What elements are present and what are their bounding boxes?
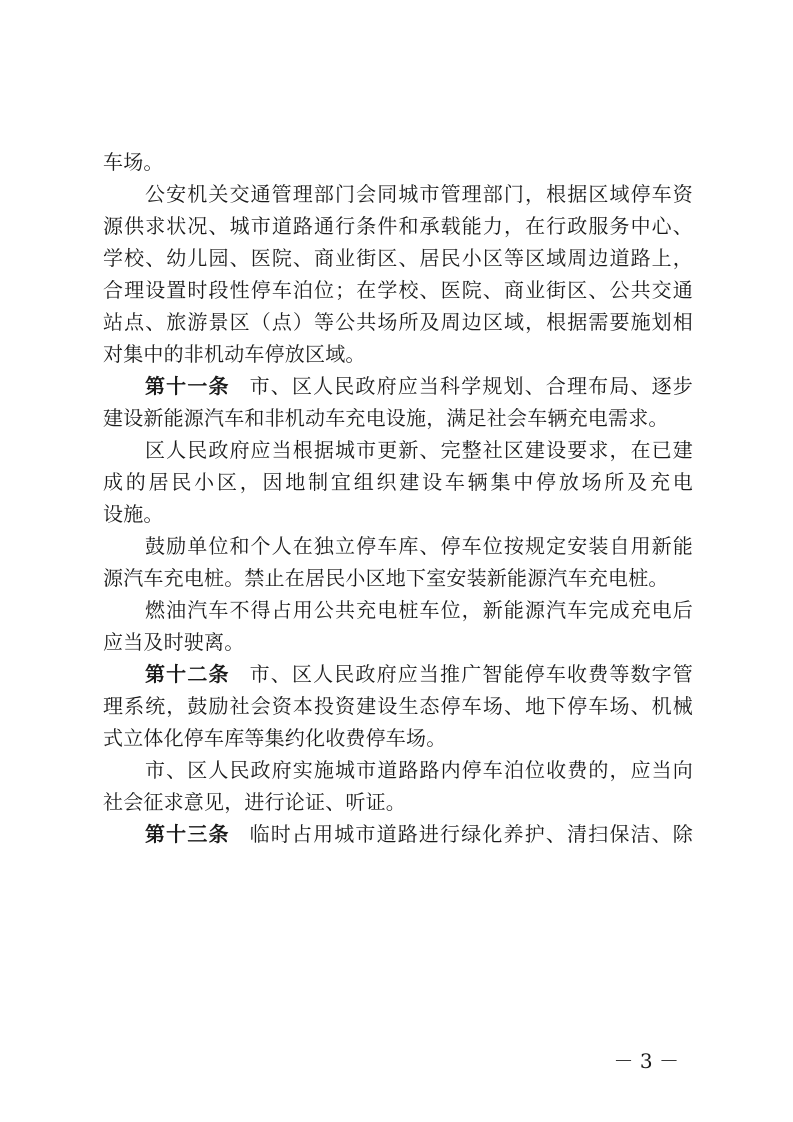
text-line: 燃油汽车不得占用公共充电桩车位，新能源汽车完成充电后 bbox=[145, 598, 693, 622]
article-line bbox=[103, 820, 693, 848]
text-line: 市、区人民政府实施城市道路路内停车泊位收费的，应当向 bbox=[145, 758, 693, 782]
text-line: 合理设置时段性停车泊位；在学校、医院、商业街区、公共交通 bbox=[103, 278, 693, 302]
text-line: 应当及时驶离。 bbox=[103, 630, 245, 654]
text-line: 站点、旅游景区（点）等公共场所及周边区域，根据需要施划相 bbox=[103, 310, 693, 334]
text-line: 社会征求意见，进行论证、听证。 bbox=[103, 790, 406, 814]
text-line: 设施。 bbox=[103, 502, 164, 526]
text-line: 车场。 bbox=[103, 150, 164, 174]
article-line bbox=[103, 372, 693, 400]
article-line bbox=[103, 660, 693, 688]
text-line: 区人民政府应当根据城市更新、完整社区建设要求，在已建 bbox=[145, 438, 693, 462]
article-text: 市、区人民政府应当科学规划、合理布局、逐步 bbox=[249, 374, 693, 398]
article-number: 第十三条 bbox=[145, 822, 230, 846]
article-number: 第十一条 bbox=[145, 374, 230, 398]
text-line: 鼓励单位和个人在独立停车库、停车位按规定安装自用新能 bbox=[145, 534, 693, 558]
document-body bbox=[103, 148, 693, 852]
article-number: 第十二条 bbox=[145, 662, 230, 686]
text-line: 源供求状况、城市道路通行条件和承载能力，在行政服务中心、 bbox=[103, 214, 693, 238]
text-line: 建设新能源汽车和非机动车充电设施，满足社会车辆充电需求。 bbox=[103, 406, 669, 430]
page-number: － 3 － bbox=[613, 1049, 679, 1073]
text-line: 成的居民小区，因地制宜组织建设车辆集中停放场所及充电 bbox=[103, 470, 693, 494]
text-line: 对集中的非机动车停放区域。 bbox=[103, 342, 366, 366]
text-line: 式立体化停车库等集约化收费停车场。 bbox=[103, 726, 447, 750]
text-line: 公安机关交通管理部门会同城市管理部门，根据区域停车资 bbox=[145, 182, 693, 206]
text-line: 学校、幼儿园、医院、商业街区、居民小区等区域周边道路上， bbox=[103, 246, 693, 270]
article-text: 市、区人民政府应当推广智能停车收费等数字管 bbox=[249, 662, 693, 686]
text-line: 理系统，鼓励社会资本投资建设生态停车场、地下停车场、机械 bbox=[103, 694, 693, 718]
article-text: 临时占用城市道路进行绿化养护、清扫保洁、除 bbox=[249, 822, 693, 846]
text-line: 源汽车充电桩。禁止在居民小区地下室安装新能源汽车充电桩。 bbox=[103, 566, 669, 590]
